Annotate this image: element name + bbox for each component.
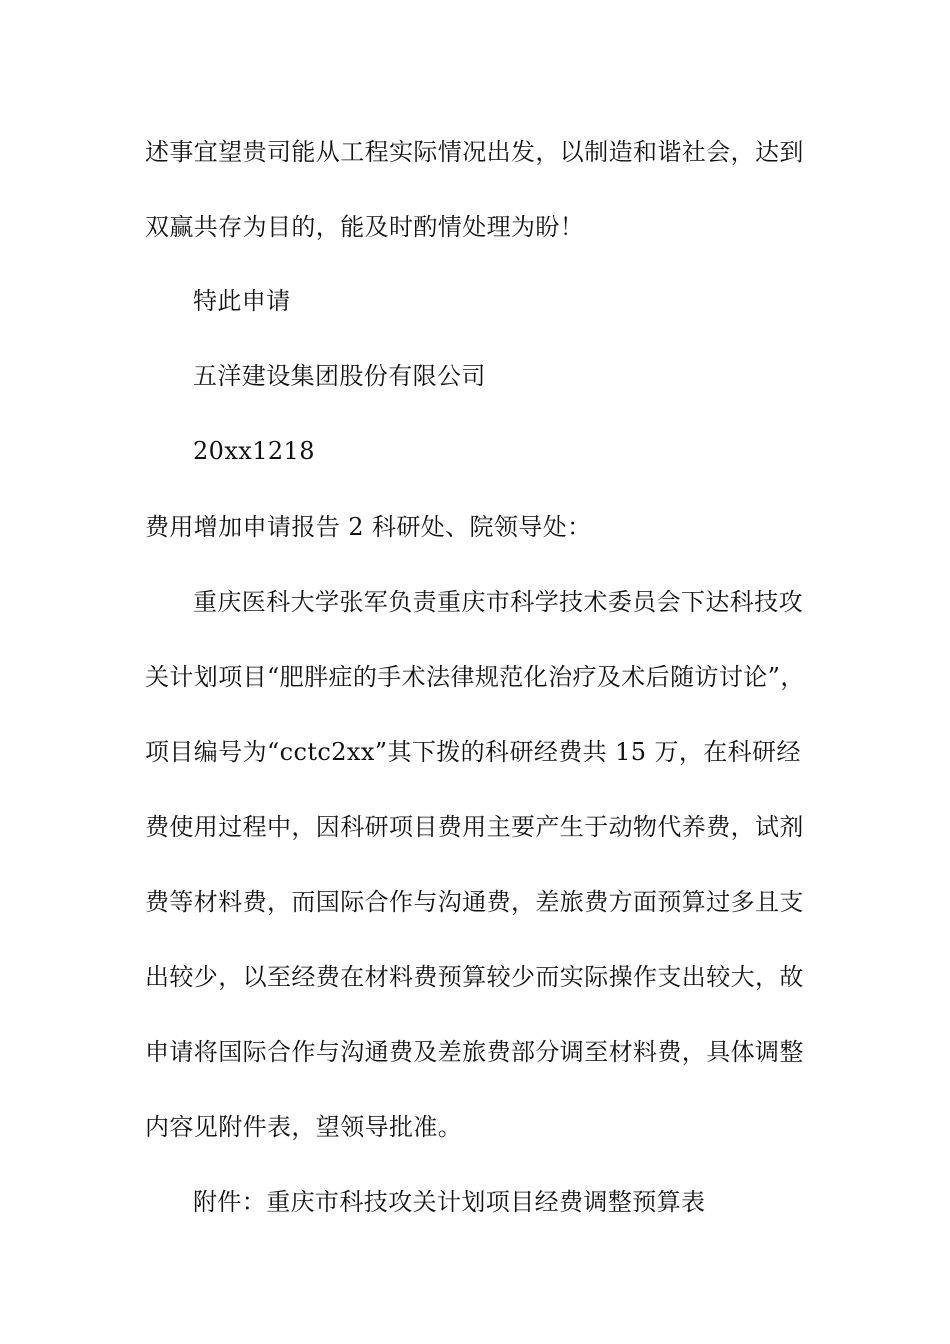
paragraph-line: 项目编号为“cctc2xx”其下拨的科研经费共 15 万，在科研经: [145, 738, 801, 766]
attachment-note: 附件：重庆市科技攻关计划项目经费调整预算表: [193, 1188, 706, 1216]
paragraph-line: 出较少，以至经费在材料费预算较少而实际操作支出较大，故: [145, 963, 804, 991]
document-heading: 费用增加申请报告 2 科研处、院领导处：: [145, 513, 592, 541]
paragraph-line: 关计划项目“肥胖症的手术法律规范化治疗及术后随访讨论”，: [145, 663, 805, 691]
paragraph-line: 述事宜望贵司能从工程实际情况出发，以制造和谐社会，达到: [145, 138, 804, 166]
paragraph-line: 重庆医科大学张军负责重庆市科学技术委员会下达科技攻: [193, 588, 803, 616]
closing-phrase: 特此申请: [193, 287, 291, 315]
paragraph-line: 费使用过程中，因科研项目费用主要产生于动物代养费，试剂: [145, 813, 804, 841]
paragraph-line: 费等材料费，而国际合作与沟通费，差旅费方面预算过多且支: [145, 888, 804, 916]
paragraph-line: 双赢共存为目的，能及时酌情处理为盼！: [145, 213, 585, 241]
paragraph-line: 内容见附件表，望领导批准。: [145, 1113, 463, 1141]
company-name: 五洋建设集团股份有限公司: [193, 362, 486, 390]
date: 20xx1218: [193, 437, 315, 465]
paragraph-line: 申请将国际合作与沟通费及差旅费部分调至材料费，具体调整: [145, 1038, 804, 1066]
